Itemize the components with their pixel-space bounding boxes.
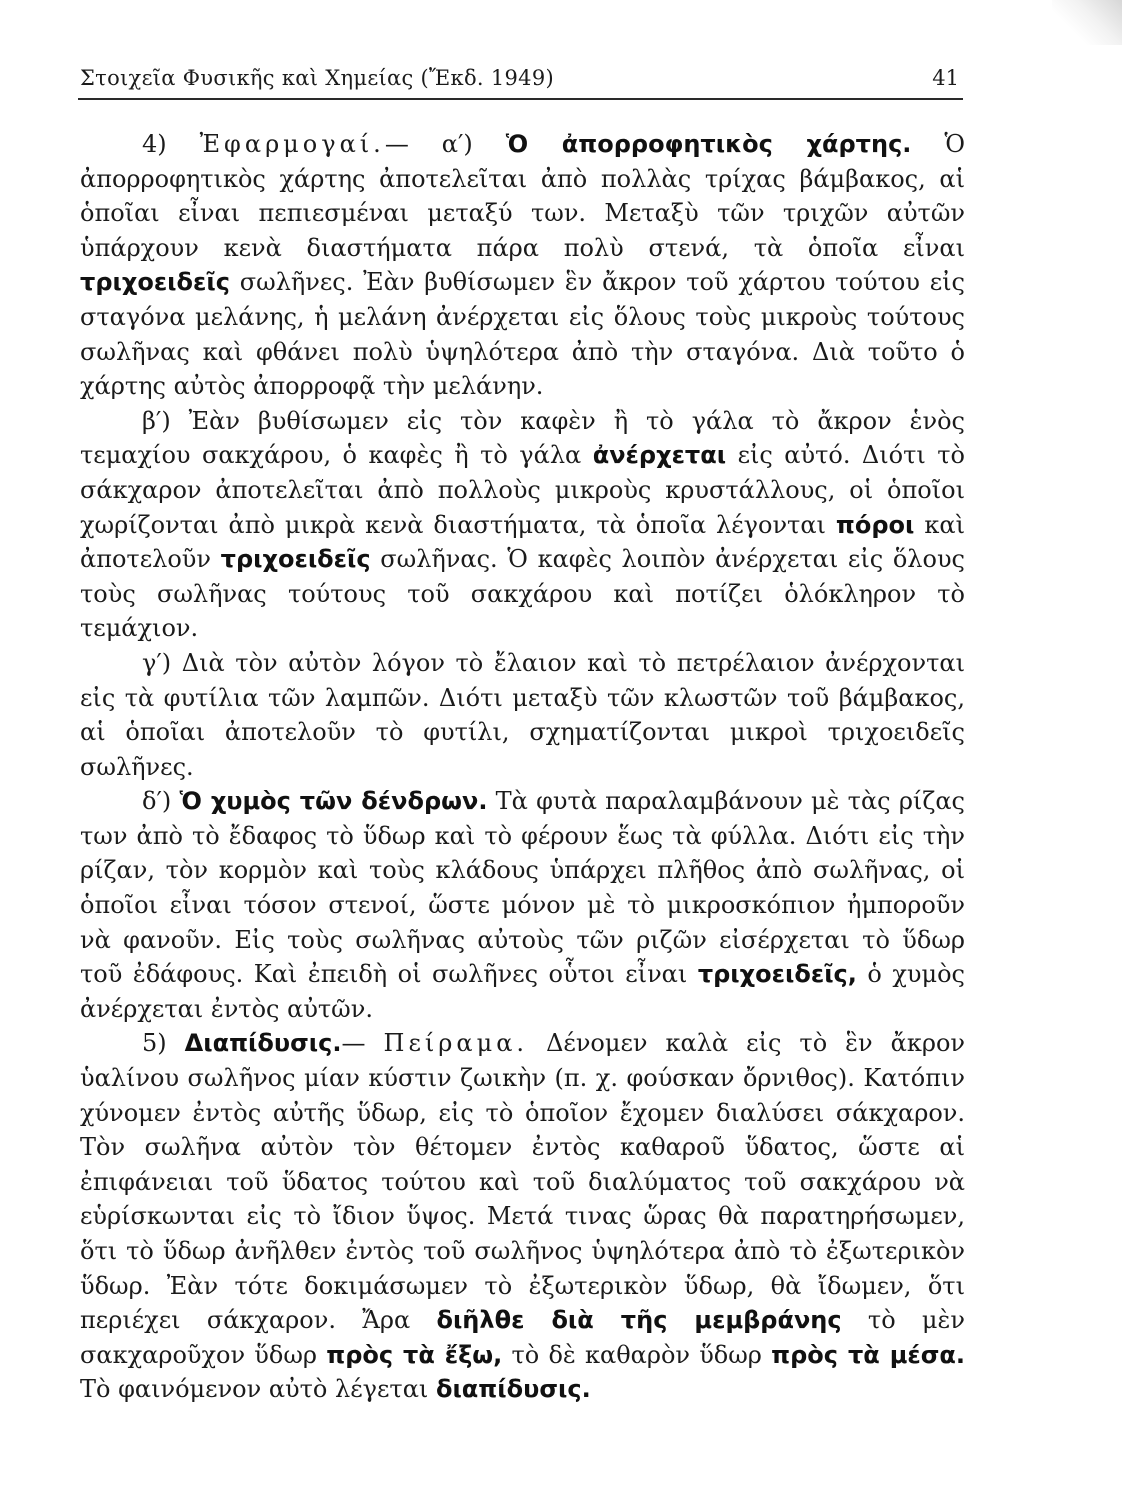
item-title: Ὁ χυμὸς τῶν δένδρων.: [179, 787, 488, 816]
emphasis-term: τριχοειδεῖς: [220, 545, 371, 574]
item-label: γ′): [142, 648, 172, 677]
paragraph-4d: [80, 784, 965, 1026]
emphasis-term: πόροι: [835, 510, 915, 539]
emphasis-term: διαπίδυσις.: [435, 1375, 591, 1404]
section-number: 4): [142, 130, 167, 158]
page-number: 41: [932, 66, 959, 90]
text-run: Δένομεν καλὰ εἰς τὸ ἓν ἄκρον ὑαλίνου σωλῆνος μίαν κύστιν ζωικὴν (π. χ. φούσκαν ὄρνιθος). Κατόπιν χύνομεν ἐντὸς αὐτῆς ὕδωρ, εἰς τὸ ὁποῖον ἔχομεν διαλύσει σάκχαρον. Τὸν σωλῆνα αὐτὸν τὸν θέτομεν ἐντὸς καθαροῦ ὕδατος, ὥστε αἱ ἐπιφάνειαι τοῦ ὕδατος τούτου καὶ τοῦ διαλύματος τοῦ σακχάρου νὰ εὑρίσκωνται εἰς τὸ ἴδιον ὕψος. Μετά τινας ὥρας θὰ παρατηρήσωμεν, ὅτι τὸ ὕδωρ ἀνῆλθεν ἐντὸς τοῦ σωλῆνος ὑψηλότερα ἀπὸ τὸ ἐξωτερικὸν ὕδωρ. Ἐὰν τότε δοκιμάσωμεν τὸ ἐξωτερικὸν ὕδωρ, θὰ ἴδωμεν, ὅτι περιέχει σάκχαρον. Ἄρα: [80, 1029, 965, 1335]
paragraph-4a: 4) Ἐφαρμογαί.— α′) Ὁ ἀπορροφητικὸς χάρτης. Ὁ ἀπορροφητικὸς χάρτης ἀποτελεῖται ἀπὸ πολλὰς τρίχας βάμβακος, αἱ ὁποῖαι εἶναι πεπιεσμέναι μεταξύ των. Μεταξὺ τῶν τριχῶν αὐτῶν ὑπάρχουν κενὰ διαστήματα πάρα πολὺ στενά, τὰ ὁποῖα εἶναι τριχοειδεῖς σωλῆνες. Ἐὰν βυθίσωμεν ἓν ἄκρον τοῦ χάρτου τούτου εἰς σταγόνα μελάνης, ἡ μελάνη ἀνέρχεται εἰς ὅλους τοὺς μικροὺς τούτους σωλῆνας καὶ φθάνει πολὺ ὑψηλότερα ἀπὸ τὴν σταγόνα. Διὰ τοῦτο ὁ χάρτης αὐτὸς ἀπορροφᾷ τὴν μελάνην.: [80, 130, 965, 401]
emphasis-term: πρὸς τὰ ἔξω,: [326, 1340, 503, 1369]
text-run: Ὁ ἀπορροφητικὸς χάρτης ἀποτελεῖται ἀπὸ πολλὰς τρίχας βάμβακος, αἱ ὁποῖαι εἶναι πεπιεσμέναι μεταξύ των. Μεταξὺ τῶν τριχῶν αὐτῶν ὑπάρχουν κενὰ διαστήματα πάρα πολὺ στενά, τὰ ὁποῖα εἶναι: [80, 130, 965, 262]
section-heading: Ἐφαρμογαί.: [199, 130, 385, 158]
section-number: 5): [142, 1029, 167, 1058]
running-header: [78, 58, 963, 100]
emphasis-term: πρὸς τὰ μέσα.: [771, 1340, 966, 1369]
text-run: σωλῆνες. Ἐὰν βυθίσωμεν ἓν ἄκρον τοῦ χάρτου τούτου εἰς σταγόνα μελάνης, ἡ μελάνη ἀνέρχεται εἰς ὅλους τοὺς μικροὺς τούτους σωλῆνας καὶ φθάνει πολὺ ὑψηλότερα ἀπὸ τὴν σταγόνα. Διὰ τοῦτο ὁ χάρτης αὐτὸς ἀπορροφᾷ τὴν μελάνην.: [80, 268, 965, 401]
text-run: εἰς αὐτό. Διότι τὸ σάκχαρον ἀποτελεῖται ἀπὸ πολλοὺς μικροὺς κρυστάλλους, οἱ ὁποῖοι χωρίζονται ἀπὸ μικρὰ κενὰ διαστήματα, τὰ ὁποῖα λέγονται: [80, 441, 965, 539]
text-run: τὸ μὲν σακχαροῦχον ὕδωρ: [80, 1306, 966, 1369]
emphasis-term: τριχοειδεῖς,: [697, 960, 857, 989]
item-label: α′): [441, 130, 473, 158]
text-run: ὁ χυμὸς ἀνέρχεται ἐντὸς αὐτῶν.: [80, 960, 965, 1023]
text-run: Τὰ φυτὰ παραλαμβάνουν μὲ τὰς ρίζας των ἀπὸ τὸ ἔδαφος τὸ ὕδωρ καὶ τὸ φέρουν ἕως τὰ φύλλα. Διότι εἰς τὴν ρίζαν, τὸν κορμὸν καὶ τοὺς κλάδους ὑπάρχει πλῆθος ἀπὸ σωλῆνας, οἱ ὁποῖοι εἶναι τόσον στενοί, ὥστε μόνον μὲ τὸ μικροσκόπιον ἠμποροῦν νὰ φανοῦν. Εἰς τοὺς σωλῆνας αὐτοὺς τῶν ριζῶν εἰσέρχεται τὸ ὕδωρ τοῦ ἐδάφους. Καὶ ἐπειδὴ οἱ σωλῆνες οὗτοι εἶναι: [80, 787, 965, 989]
text-run: τὸ δὲ καθαρὸν ὕδωρ: [511, 1340, 762, 1369]
experiment-label: Πείραμα.: [383, 1029, 529, 1058]
body-text: [80, 127, 965, 1407]
emphasis-term: τριχοειδεῖς: [80, 268, 230, 297]
item-title: Ὁ ἀπορροφητικὸς χάρτης.: [505, 130, 912, 158]
running-title: Στοιχεῖα Φυσικῆς καὶ Χημείας (Ἔκδ. 1949): [80, 66, 554, 90]
item-label: δ′): [142, 787, 172, 816]
text-run: καὶ ἀποτελοῦν: [80, 510, 965, 574]
text-run: Τὸ φαινόμενον αὐτὸ λέγεται: [80, 1375, 429, 1404]
text-run: σωλῆνας. Ὁ καφὲς λοιπὸν ἀνέρχεται εἰς ὅλους τοὺς σωλῆνας τούτους τοῦ σακχάρου καὶ ποτίζει ὁλόκληρον τὸ τεμάχιον.: [80, 545, 965, 643]
emphasis-term: ἀνέρχεται: [592, 441, 727, 470]
paragraph-5: 5) Διαπίδυσις.— Πείραμα. Δένομεν καλὰ εἰς τὸ ἓν ἄκρον ὑαλίνου σωλῆνος μίαν κύστιν ζωικὴν (π. χ. φούσκαν ὄρνιθος). Κατόπιν χύνομεν ἐντὸς αὐτῆς ὕδωρ, εἰς τὸ ὁποῖον ἔχομεν διαλύσει σάκχαρον. Τὸν σωλῆνα αὐτὸν τὸν θέτομεν ἐντὸς καθαροῦ ὕδατος, ὥστε αἱ ἐπιφάνειαι τοῦ ὕδατος τούτου καὶ τοῦ διαλύματος τοῦ σακχάρου νὰ εὑρίσκωνται εἰς τὸ ἴδιον ὕψος. Μετά τινας ὥρας θὰ παρατηρήσωμεν, ὅτι τὸ ὕδωρ ἀνῆλθεν ἐντὸς τοῦ σωλῆνος ὑψηλότερα ἀπὸ τὸ ἐξωτερικὸν ὕδωρ. Ἐὰν τότε δοκιμάσωμεν τὸ ἐξωτερικὸν ὕδωρ, θὰ ἴδωμεν, ὅτι περιέχει σάκχαρον. Ἄρα διῆλθε διὰ τῆς μεμβράνης τὸ μὲν σακχαροῦχον ὕδωρ πρὸς τὰ ἔξω, τὸ δὲ καθαρὸν ὕδωρ πρὸς τὰ μέσα. Τὸ φαινόμενον αὐτὸ λέγεται διαπίδυσις.: [80, 1029, 966, 1404]
paragraph-4c: [80, 646, 965, 784]
text-run: Διὰ τὸν αὐτὸν λόγον τὸ ἔλαιον καὶ τὸ πετρέλαιον ἀνέρχονται εἰς τὰ φυτίλια τῶν λαμπῶν. Διότι μεταξὺ τῶν κλωστῶν τοῦ βάμβακος, αἱ ὁποῖαι ἀποτελοῦν τὸ φυτίλι, σχηματίζονται μικροὶ τριχοειδεῖς σωλῆνες.: [80, 648, 965, 781]
page-corner-shadow: [1052, 0, 1122, 45]
emphasis-term: διῆλθε διὰ τῆς μεμβράνης: [436, 1306, 842, 1335]
text-run: Ἐὰν βυθίσωμεν εἰς τὸν καφὲν ἢ τὸ γάλα τὸ ἄκρον ἑνὸς τεμαχίου σακχάρου, ὁ καφὲς ἢ τὸ γάλα: [80, 406, 965, 470]
paragraph-4b: [80, 404, 965, 646]
item-label: β′): [142, 406, 171, 435]
section-title: Διαπίδυσις.: [184, 1029, 342, 1058]
